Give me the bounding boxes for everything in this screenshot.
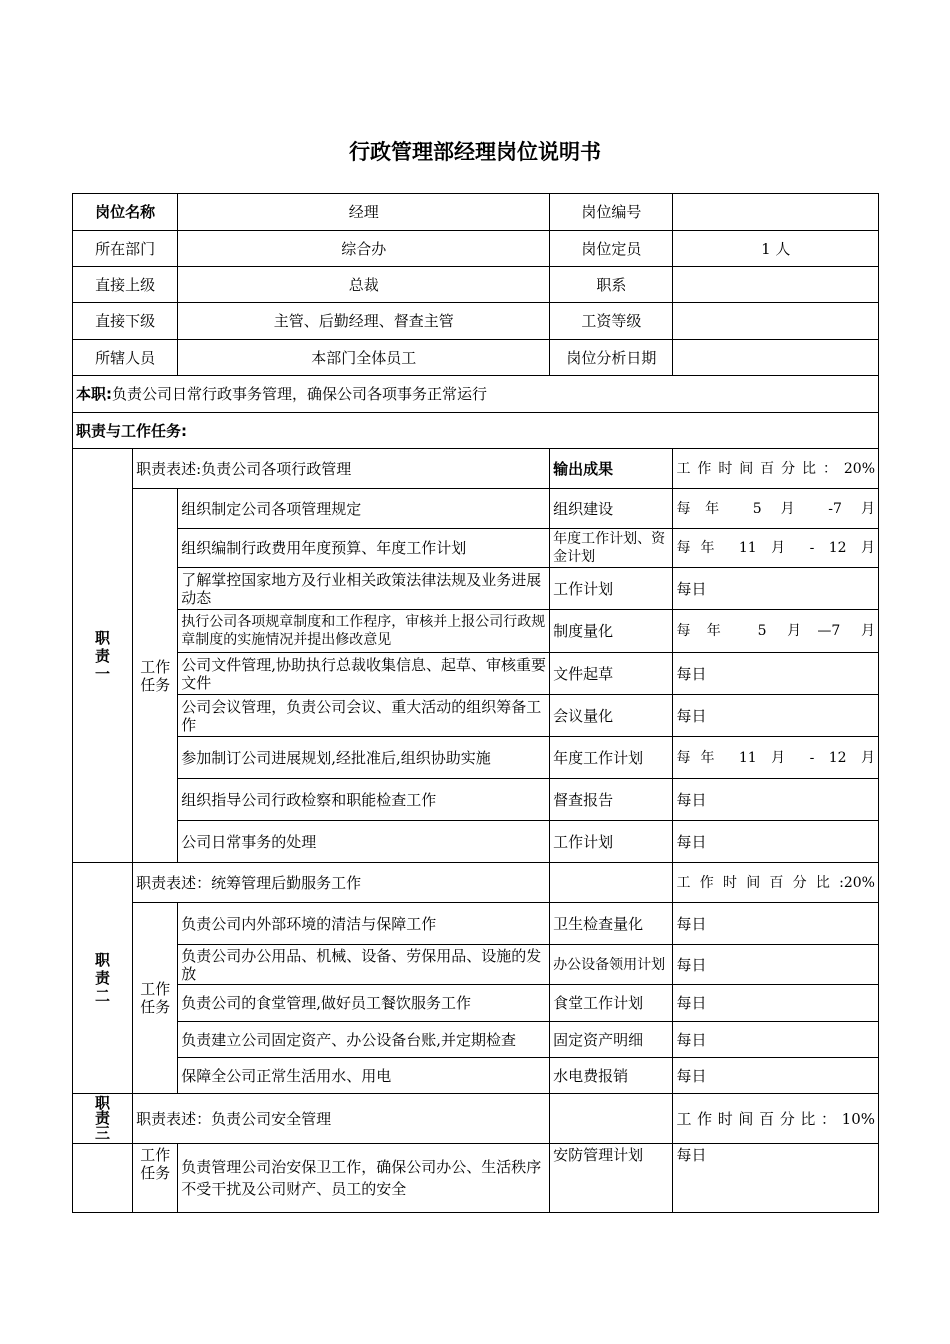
task-row <box>73 529 879 568</box>
duty2-label: 职责二 <box>73 863 133 1094</box>
task-row <box>73 821 879 863</box>
task-frequency: 每日 <box>673 945 879 985</box>
info-row <box>73 303 879 340</box>
task-row <box>73 945 879 985</box>
output-header: 输出成果 <box>550 449 673 489</box>
time-percent: 工作时间百分比：20% <box>673 449 879 489</box>
task-text: 执行公司各项规章制度和工作程序，审核并上报公司行政规章制度的实施情况并提出修改意见 <box>178 610 550 653</box>
info-label: 岗位分析日期 <box>550 340 673 376</box>
task-frequency: 每日 <box>673 985 879 1022</box>
task-frequency: 每日 <box>673 653 879 695</box>
task-output: 工作计划 <box>550 821 673 863</box>
duty1-label: 职责一 <box>73 449 133 863</box>
task-row <box>73 1144 879 1213</box>
task-text: 负责建立公司固定资产、办公设备台账,并定期检查 <box>178 1022 550 1058</box>
task-row <box>73 610 879 653</box>
duties-header-row <box>73 413 879 449</box>
task-output: 年度工作计划、资金计划 <box>550 529 673 568</box>
info-label: 岗位名称 <box>73 194 178 231</box>
benzhi-label: 本职: <box>76 385 112 403</box>
task-output: 组织建设 <box>550 489 673 529</box>
task-row <box>73 653 879 695</box>
task-frequency: 每日 <box>673 1058 879 1094</box>
duty3-label-empty <box>73 1144 133 1213</box>
task-output: 工作计划 <box>550 568 673 610</box>
task-row <box>73 985 879 1022</box>
task-output: 食堂工作计划 <box>550 985 673 1022</box>
task-frequency: 每日 <box>673 903 879 945</box>
task-frequency: 每日 <box>673 1144 879 1213</box>
info-value: 总裁 <box>178 267 550 303</box>
task-text: 负责公司办公用品、机械、设备、劳保用品、设施的发放 <box>178 945 550 985</box>
duty1-statement-row <box>73 449 879 489</box>
task-row <box>73 1022 879 1058</box>
task-output: 水电费报销 <box>550 1058 673 1094</box>
benzhi-text: 负责公司日常行政事务管理，确保公司各项事务正常运行 <box>112 385 488 403</box>
task-text: 公司会议管理，负责公司会议、重大活动的组织筹备工作 <box>178 695 550 737</box>
task-output: 安防管理计划 <box>550 1144 673 1213</box>
task-output: 文件起草 <box>550 653 673 695</box>
output-empty <box>550 863 673 903</box>
time-percent: 工作时间百分比:20% <box>673 863 879 903</box>
info-label: 所在部门 <box>73 231 178 267</box>
task-text: 负责公司内外部环境的清洁与保障工作 <box>178 903 550 945</box>
task-output: 固定资产明细 <box>550 1022 673 1058</box>
info-value <box>673 194 879 231</box>
info-value: 主管、后勤经理、督查主管 <box>178 303 550 340</box>
task-text: 公司日常事务的处理 <box>178 821 550 863</box>
task-label: 工作任务 <box>133 489 178 863</box>
info-value <box>673 303 879 340</box>
task-text: 参加制订公司进展规划,经批准后,组织协助实施 <box>178 737 550 779</box>
task-text: 组织制定公司各项管理规定 <box>178 489 550 529</box>
info-label: 岗位编号 <box>550 194 673 231</box>
task-frequency: 每日 <box>673 821 879 863</box>
task-text: 保障全公司正常生活用水、用电 <box>178 1058 550 1094</box>
duty3-label: 职责三 <box>73 1094 133 1144</box>
task-row <box>73 489 879 529</box>
info-label: 直接上级 <box>73 267 178 303</box>
task-frequency: 每年 5 月—7 月 <box>673 610 879 653</box>
task-label: 工作任务 <box>133 1144 178 1213</box>
task-row <box>73 1058 879 1094</box>
duty3-statement-row <box>73 1094 879 1144</box>
output-empty <box>550 1094 673 1144</box>
benzhi-row <box>73 376 879 413</box>
info-value: 综合办 <box>178 231 550 267</box>
task-output: 卫生检查量化 <box>550 903 673 945</box>
info-label: 直接下级 <box>73 303 178 340</box>
task-text: 负责管理公司治安保卫工作，确保公司办公、生活秩序不受干扰及公司财产、员工的安全 <box>178 1144 550 1213</box>
task-row <box>73 903 879 945</box>
task-text: 组织指导公司行政检察和职能检查工作 <box>178 779 550 821</box>
task-row <box>73 568 879 610</box>
task-output: 督查报告 <box>550 779 673 821</box>
task-text: 负责公司的食堂管理,做好员工餐饮服务工作 <box>178 985 550 1022</box>
info-label: 工资等级 <box>550 303 673 340</box>
task-row <box>73 737 879 779</box>
info-row <box>73 231 879 267</box>
task-output: 年度工作计划 <box>550 737 673 779</box>
info-label: 职系 <box>550 267 673 303</box>
info-value: 本部门全体员工 <box>178 340 550 376</box>
duties-header: 职责与工作任务: <box>73 413 879 449</box>
info-value: 1 人 <box>673 231 879 267</box>
task-frequency: 每年 11 月 - 12 月 <box>673 737 879 779</box>
task-output: 制度量化 <box>550 610 673 653</box>
task-text: 组织编制行政费用年度预算、年度工作计划 <box>178 529 550 568</box>
task-text: 了解掌控国家地方及行业相关政策法律法规及业务进展动态 <box>178 568 550 610</box>
info-label: 所辖人员 <box>73 340 178 376</box>
duty-statement: 职责表述:负责公司各项行政管理 <box>133 449 550 489</box>
task-row <box>73 695 879 737</box>
task-frequency: 每年 11 月 - 12 月 <box>673 529 879 568</box>
info-row <box>73 340 879 376</box>
task-row <box>73 779 879 821</box>
task-frequency: 每日 <box>673 779 879 821</box>
info-value <box>673 267 879 303</box>
info-row <box>73 267 879 303</box>
document-title: 行政管理部经理岗位说明书 <box>349 140 601 164</box>
info-label: 岗位定员 <box>550 231 673 267</box>
duty-statement: 职责表述：统筹管理后勤服务工作 <box>133 863 550 903</box>
task-frequency: 每年 5 月 -7 月 <box>673 489 879 529</box>
info-row <box>73 194 879 231</box>
job-description-table <box>72 193 879 1213</box>
benzhi-cell <box>73 376 879 413</box>
task-frequency: 每日 <box>673 1022 879 1058</box>
task-label: 工作任务 <box>133 903 178 1094</box>
task-text: 公司文件管理,协助执行总裁收集信息、起草、审核重要文件 <box>178 653 550 695</box>
info-value: 经理 <box>178 194 550 231</box>
duty2-statement-row <box>73 863 879 903</box>
time-percent: 工作时间百分比：10% <box>673 1094 879 1144</box>
task-frequency: 每日 <box>673 568 879 610</box>
task-frequency: 每日 <box>673 695 879 737</box>
duty-statement: 职责表述：负责公司安全管理 <box>133 1094 550 1144</box>
task-output: 办公设备领用计划 <box>550 945 673 985</box>
info-value <box>673 340 879 376</box>
task-output: 会议量化 <box>550 695 673 737</box>
